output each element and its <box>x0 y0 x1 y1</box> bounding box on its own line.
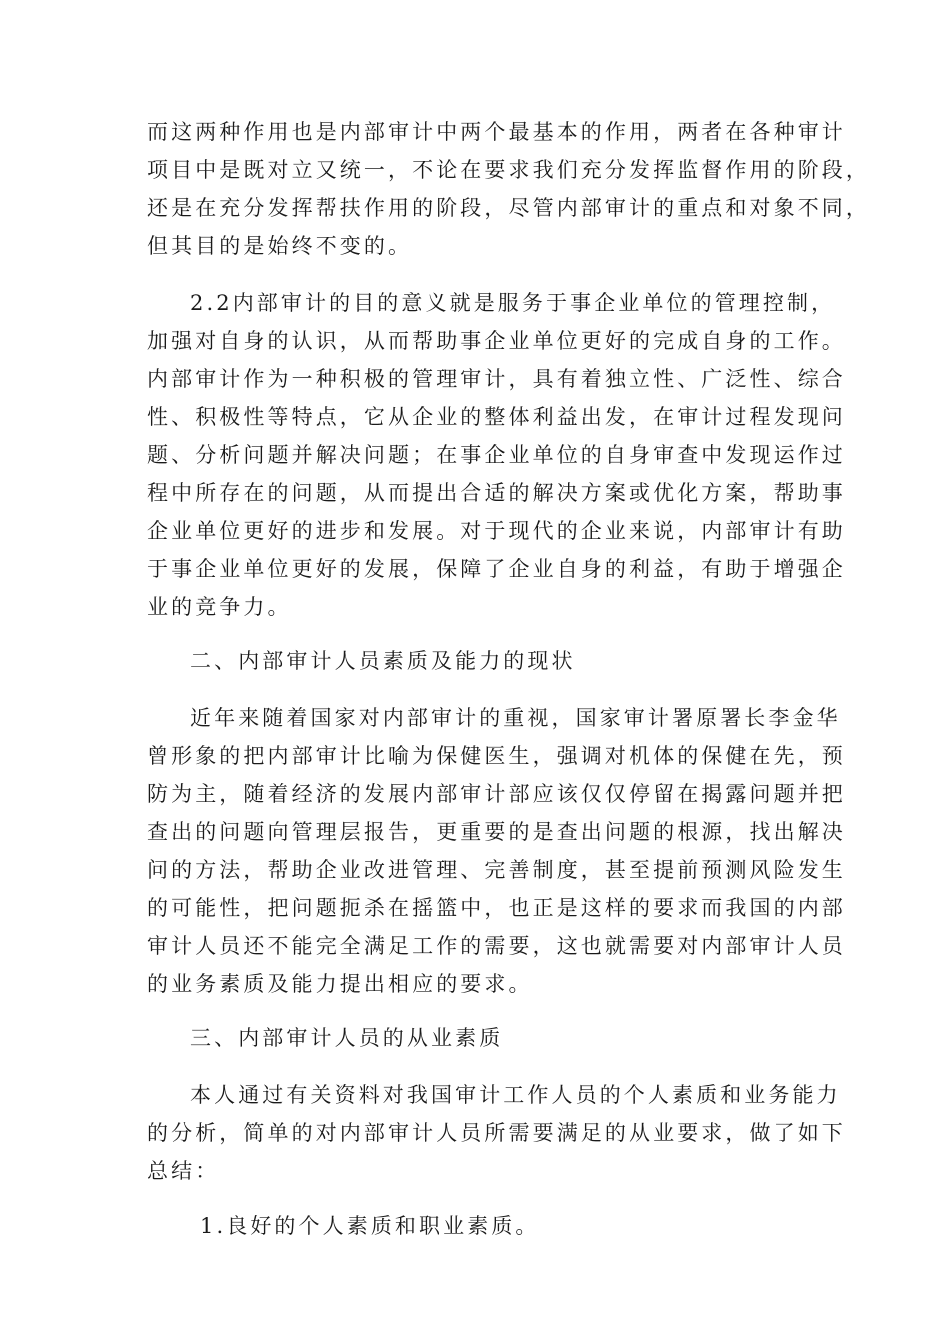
text-line: 性、积极性等特点，它从企业的整体利益出发，在审计过程发现问 <box>147 405 846 429</box>
text-line: 程中所存在的问题，从而提出合适的解决方案或优化方案，帮助事 <box>147 481 846 505</box>
text-line: 2.2内部审计的目的意义就是服务于事企业单位的管理控制， <box>190 291 836 315</box>
text-line: 题、分析问题并解决问题；在事企业单位的自身审查中发现运作过 <box>147 443 846 467</box>
text-line: 加强对自身的认识，从而帮助事企业单位更好的完成自身的工作。 <box>147 329 846 353</box>
text-line: 的业务素质及能力提出相应的要求。 <box>147 972 533 996</box>
text-line: 本人通过有关资料对我国审计工作人员的个人素质和业务能力 <box>190 1083 841 1107</box>
section-heading: 三、内部审计人员的从业素质 <box>190 1026 504 1050</box>
text-line: 曾形象的把内部审计比喻为保健医生，强调对机体的保健在先，预 <box>147 744 846 768</box>
text-line: 防为主，随着经济的发展内部审计部应该仅仅停留在揭露问题并把 <box>147 782 846 806</box>
text-line: 查出的问题向管理层报告，更重要的是查出问题的根源，找出解决 <box>147 820 846 844</box>
text-line: 近年来随着国家对内部审计的重视，国家审计署原署长李金华 <box>190 706 841 730</box>
text-line: 于事企业单位更好的发展，保障了企业自身的利益，有助于增强企 <box>147 557 846 581</box>
section-heading: 二、内部审计人员素质及能力的现状 <box>190 649 576 673</box>
text-line: 业的竞争力。 <box>147 595 292 619</box>
text-line: 还是在充分发挥帮扶作用的阶段，尽管内部审计的重点和对象不同， <box>147 196 870 220</box>
text-line: 内部审计作为一种积极的管理审计，具有着独立性、广泛性、综合 <box>147 367 846 391</box>
text-line: 项目中是既对立又统一，不论在要求我们充分发挥监督作用的阶段， <box>147 158 870 182</box>
text-line: 但其目的是始终不变的。 <box>147 234 413 258</box>
text-line: 审计人员还不能完全满足工作的需要，这也就需要对内部审计人员 <box>147 934 846 958</box>
list-item: 1.良好的个人素质和职业素质。 <box>200 1214 540 1238</box>
text-line: 的可能性，把问题扼杀在摇篮中，也正是这样的要求而我国的内部 <box>147 896 846 920</box>
text-line: 企业单位更好的进步和发展。对于现代的企业来说，内部审计有助 <box>147 519 846 543</box>
text-line: 而这两种作用也是内部审计中两个最基本的作用，两者在各种审计 <box>147 120 846 144</box>
text-line: 的分析，简单的对内部审计人员所需要满足的从业要求，做了如下 <box>147 1121 846 1145</box>
text-line: 问的方法，帮助企业改进管理、完善制度，甚至提前预测风险发生 <box>147 858 846 882</box>
text-line: 总结： <box>147 1159 220 1183</box>
